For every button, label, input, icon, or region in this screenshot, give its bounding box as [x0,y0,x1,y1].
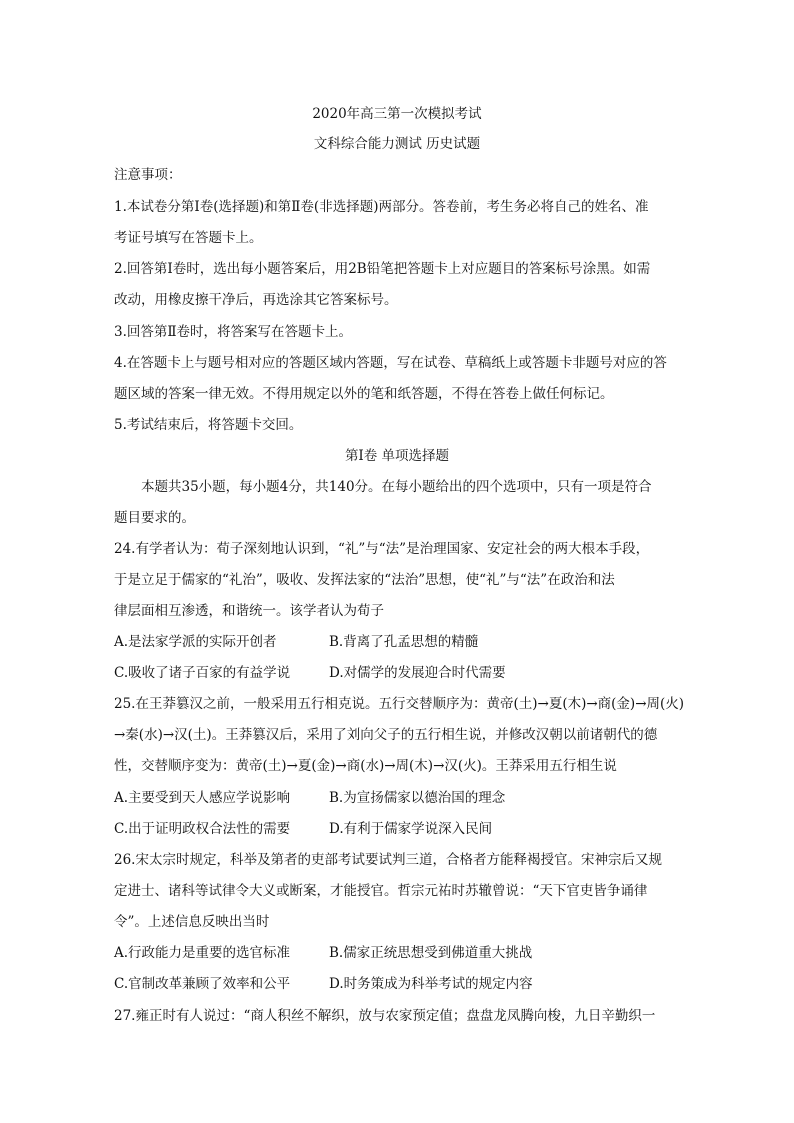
question-stem: →秦(水)→汉(土)。王莽篡汉后，采用了刘向父子的五行相生说，并修改汉朝以前诸朝代的德 [114,727,658,743]
notice-line: 3.回答第Ⅱ卷时，将答案写在答题卡上。 [114,324,353,340]
option-a[interactable]: A.行政能力是重要的选官标准 [114,945,291,961]
question-stem: 性，交替顺序变为：黄帝(土)→夏(金)→商(水)→周(木)→汉(火)。王莽采用五行相生说 [114,758,617,774]
option-row [114,788,506,808]
notice-line: 5.考试结束后，将答题卡交回。 [114,417,303,433]
question-stem: 25.在王莽篡汉之前，一般采用五行相克说。五行交替顺序为：黄帝(土)→夏(木)→商(金)→周(火) [114,696,685,712]
notice-heading: 注意事项： [114,167,182,183]
question-stem: 律层面相互渗透，和谐统一。该学者认为荀子 [114,603,384,619]
section-instructions: 题目要求的。 [114,510,195,526]
option-b[interactable]: B.背离了孔孟思想的精髓 [329,634,479,650]
option-b[interactable]: B.为宣扬儒家以德治国的理念 [329,790,506,806]
option-row [114,943,533,963]
question-stem: 26.宋太宗时规定，科举及第者的吏部考试要试判三道，合格者方能释褐授官。宋神宗后又规 [114,852,662,868]
notice-line: 考证号填写在答题卡上。 [114,230,263,246]
section-instructions: 本题共35小题，每小题4分，共140分。在每小题给出的四个选项中，只有一项是符合 [141,479,652,495]
question-stem: 24.有学者认为：荀子深刻地认识到，“礼”与“法”是治理国家、安定社会的两大根本手段， [114,541,650,557]
section-title: 第Ⅰ卷 单项选择题 [344,448,450,464]
notice-line: 改动，用橡皮擦干净后，再选涂其它答案标号。 [114,292,398,308]
question-stem: 定进士、诸科等试律令大义或断案，才能授官。哲宗元祐时苏辙曾说：“天下官吏皆争诵律 [114,883,648,899]
option-row [114,819,493,839]
notice-line: 题区域的答案一律无效。不得用规定以外的笔和纸答题，不得在答卷上做任何标记。 [114,386,614,402]
option-row [114,663,506,683]
option-c[interactable]: C.吸收了诸子百家的有益学说 [114,665,291,681]
exam-subtitle: 文科综合能力测试 历史试题 [313,136,481,152]
option-a[interactable]: A.主要受到天人感应学说影响 [114,790,291,806]
notice-line: 4.在答题卡上与题号相对应的答题区域内答题，写在试卷、草稿纸上或答题卡非题号对应的答 [114,355,667,371]
question-stem: 27.雍正时有人说过：“商人积丝不解织，放与农家预定值；盘盘龙凤腾向梭，九日辛勤织一 [114,1008,656,1024]
notice-line: 1.本试卷分第Ⅰ卷(选择题)和第Ⅱ卷(非选择题)两部分。答卷前，考生务必将自己的姓名、准 [114,199,649,215]
notice-line: 2.回答第Ⅰ卷时，选出每小题答案后，用2B铅笔把答题卡上对应题目的答案标号涂黑。如需 [114,261,651,277]
option-c[interactable]: C.出于证明政权合法性的需要 [114,821,291,837]
question-stem: 令”。上述信息反映出当时 [114,914,270,930]
exam-title: 2020年高三第一次模拟考试 [312,106,482,122]
option-d[interactable]: D.时务策成为科举考试的规定内容 [329,976,533,992]
option-b[interactable]: B.儒家正统思想受到佛道重大挑战 [329,945,533,961]
option-a[interactable]: A.是法家学派的实际开创者 [114,634,277,650]
option-row [114,632,479,652]
option-d[interactable]: D.对儒学的发展迎合时代需要 [329,665,506,681]
option-row [114,974,533,994]
question-stem: 于是立足于儒家的“礼治”，吸收、发挥法家的“法治”思想，使“礼”与“法”在政治和法 [114,572,615,588]
option-c[interactable]: C.官制改革兼顾了效率和公平 [114,976,291,992]
option-d[interactable]: D.有利于儒家学说深入民间 [329,821,493,837]
